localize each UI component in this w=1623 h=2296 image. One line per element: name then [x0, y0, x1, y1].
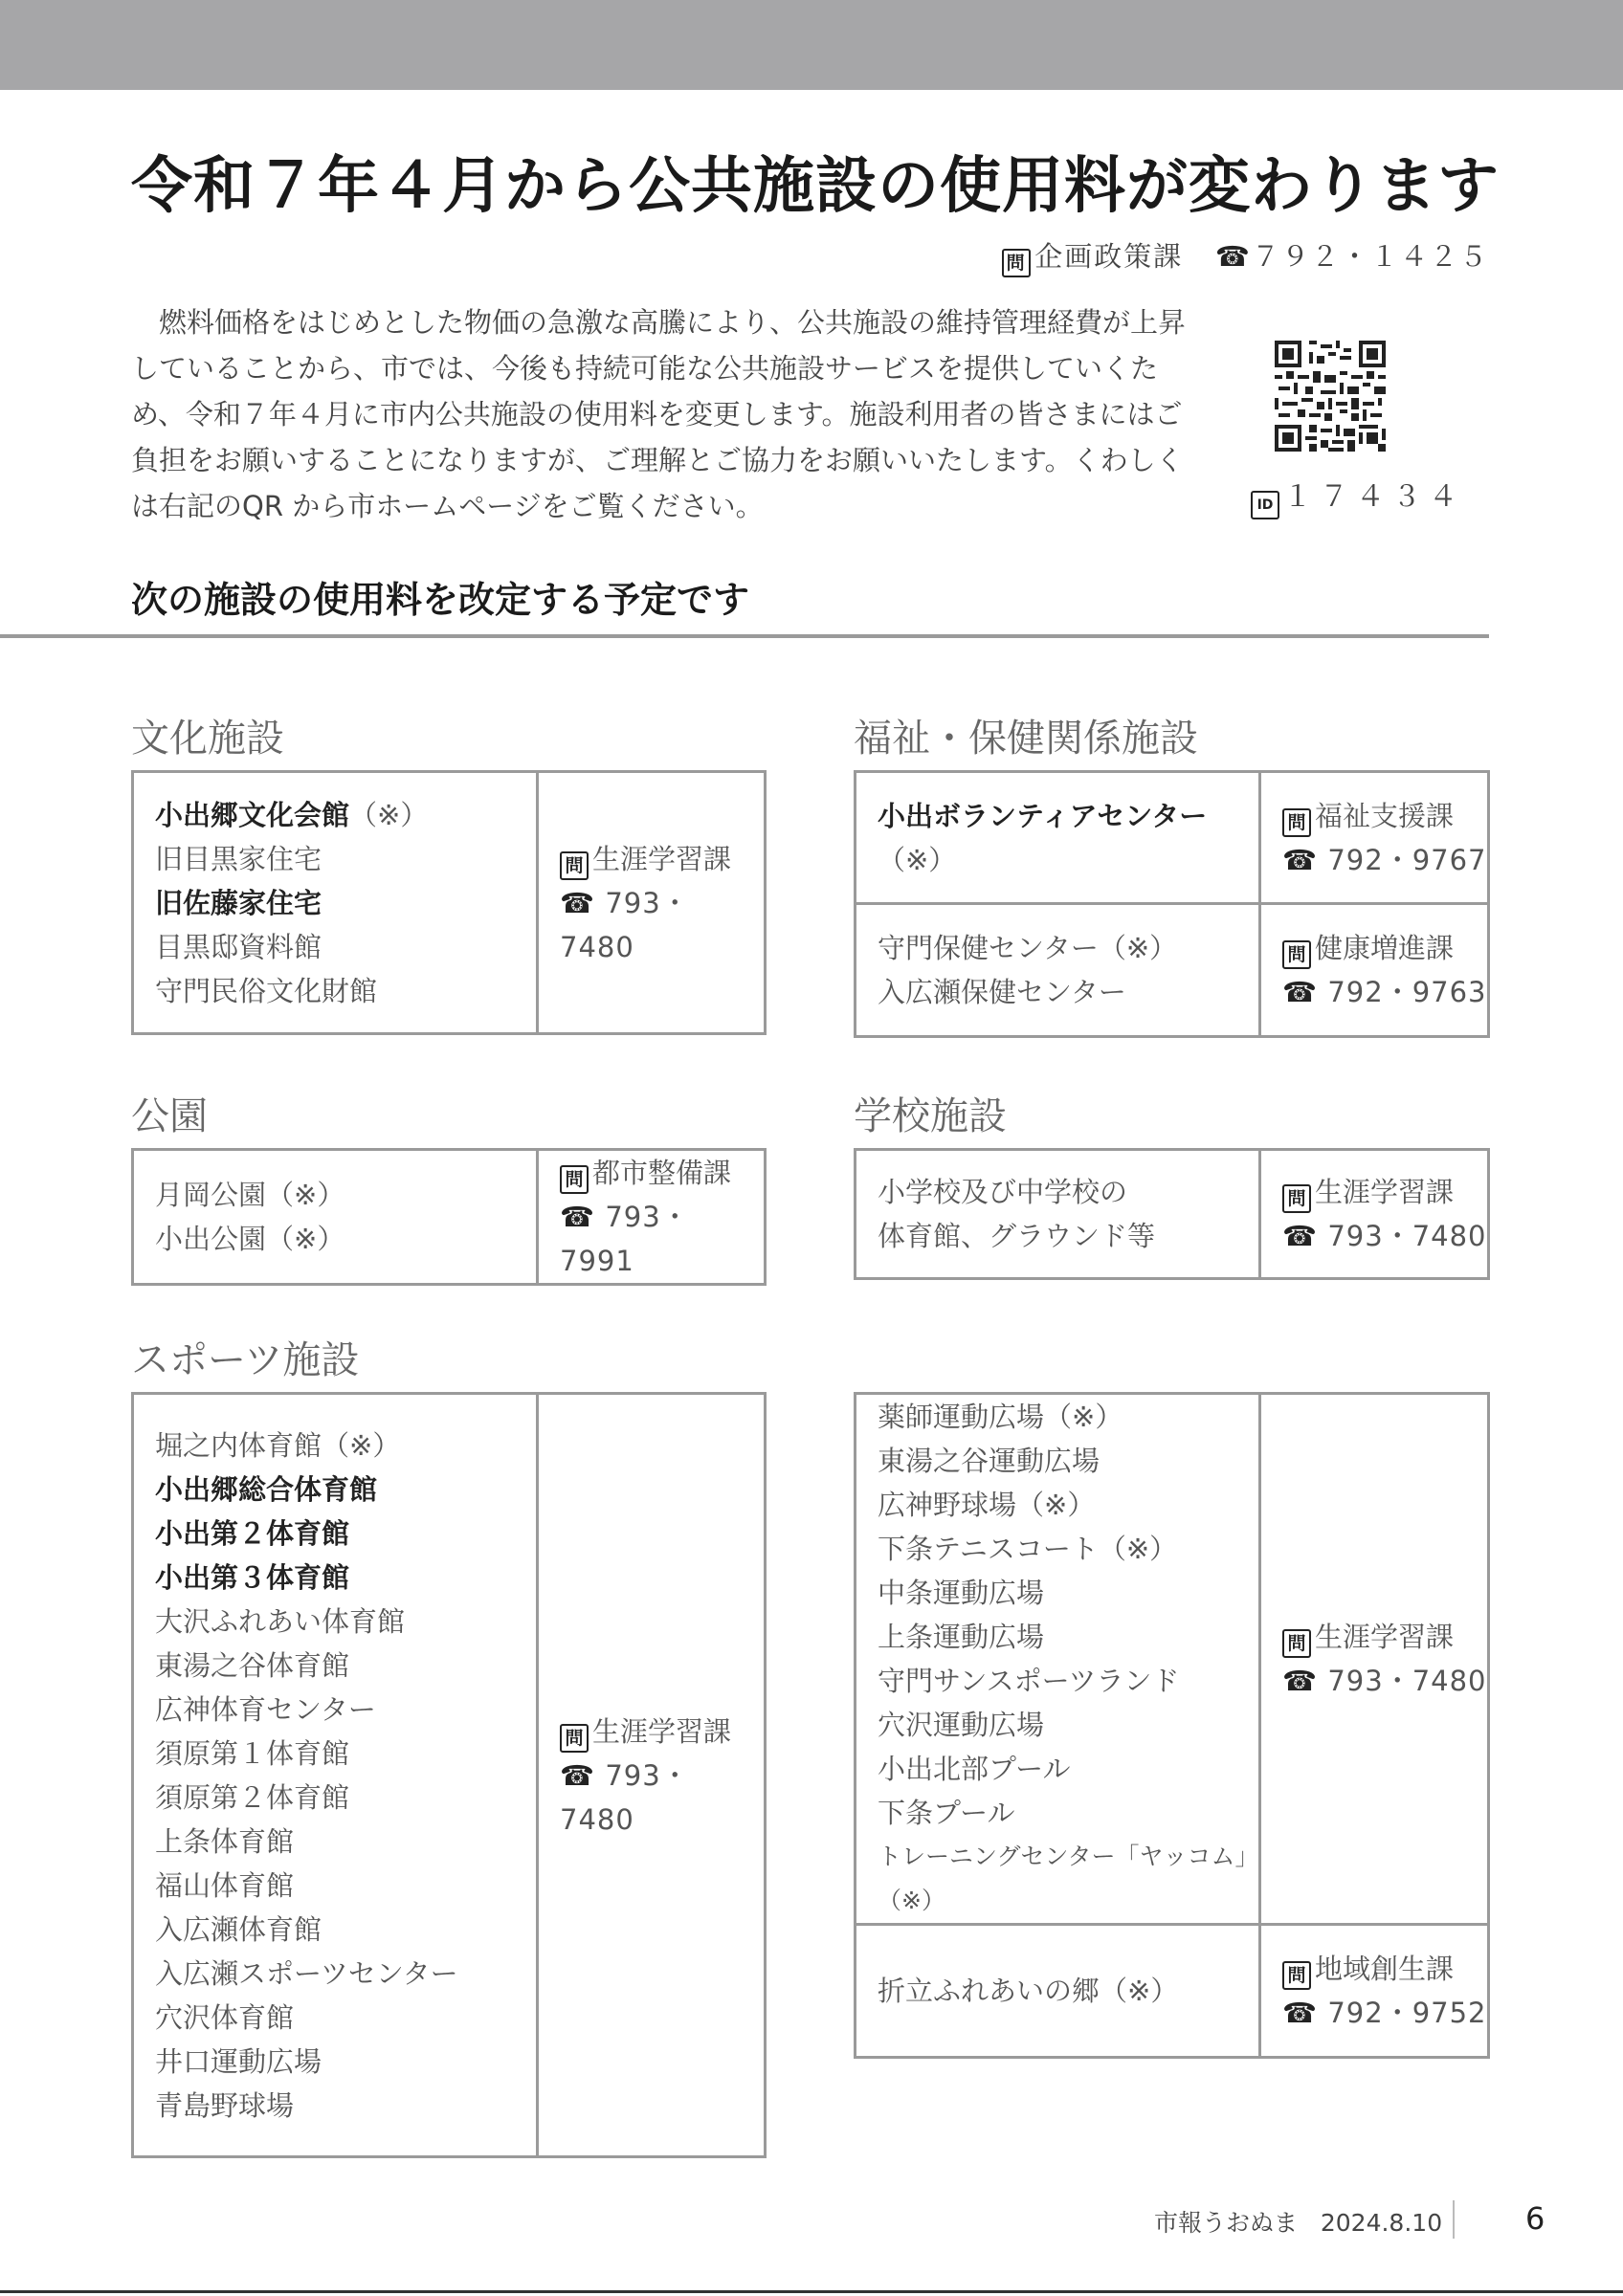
facility-row: [133, 1394, 766, 2157]
facility-names-cell: [856, 772, 1260, 904]
phone-icon: ☎: [1282, 1665, 1319, 1697]
facility-name-text: 広神野球場: [878, 1489, 1017, 1521]
facility-names-cell: [856, 1150, 1260, 1279]
facility-name-text: 下条プール: [878, 1797, 1015, 1829]
facility-name-text: 入広瀬体育館: [155, 1912, 322, 1946]
sports-table-2: [854, 1392, 1490, 2059]
facility-name: [878, 1791, 1258, 1835]
facility-names-cell: [133, 1150, 538, 1285]
facility-name: [878, 1571, 1258, 1615]
facility-name-text: 入広瀬スポーツセンター: [155, 1956, 458, 1990]
contact-tel: 792・9752: [1327, 1997, 1487, 2029]
contact-cell: [1260, 904, 1489, 1037]
facility-note: （※）: [322, 1428, 401, 1462]
contact-cell: [1260, 1394, 1489, 1925]
facility-row: [856, 1150, 1489, 1279]
inquiry-icon: 問: [560, 851, 589, 880]
facility-names-cell: [856, 1394, 1260, 1925]
welfare-table: [854, 770, 1490, 1038]
contact-tel: 792・9763: [1327, 976, 1487, 1008]
facility-name: [155, 1600, 536, 1644]
facility-name-text: 旧佐藤家住宅: [155, 886, 322, 919]
facility-name: [878, 1615, 1258, 1659]
facility-name: [155, 1173, 536, 1217]
phone-icon: ☎: [1282, 1997, 1319, 2029]
facility-name: [878, 1214, 1258, 1258]
contact-dept: 地域創生課: [1315, 1953, 1455, 1985]
contact-tel: 793・7991: [560, 1201, 690, 1277]
contact-cell: [538, 1150, 766, 1285]
facility-name-text: 大沢ふれあい体育館: [155, 1604, 406, 1638]
bottom-border: [0, 2290, 1623, 2293]
facility-name-text: 穴沢運動広場: [878, 1709, 1045, 1741]
facility-name: [155, 1468, 536, 1512]
qr-code-icon: [1275, 341, 1386, 452]
facility-names-cell: [856, 1925, 1260, 2058]
culture-table: [131, 770, 767, 1035]
facility-name-text: 井口運動広場: [155, 2044, 322, 2078]
facility-name: [878, 1439, 1258, 1483]
inquiry-icon: 問: [1002, 249, 1031, 277]
facility-name: [155, 1864, 536, 1908]
facility-name: [878, 926, 1258, 970]
facility-name-text: 小出公園: [155, 1223, 267, 1255]
intro-paragraph: 燃料価格をはじめとした物価の急激な高騰により、公共施設の維持管理経費が上昇していることから、市では、今後も持続可能な公共施設サービスを提供していくため、令和７年４月に市内公共施設の使用料を変更します。施設利用者の皆さまにはご負担をお願いすることになりますが、ご理解とご協力をお願いいたします。くわしくは右記のQR から市ホームページをご覧ください。: [131, 306, 1187, 522]
facility-name-text: 須原第１体育館: [155, 1736, 350, 1770]
contact-tel: 793・7480: [1327, 1220, 1487, 1252]
phone-icon: ☎: [560, 886, 596, 919]
top-contact: [1002, 235, 1489, 277]
facility-row: [856, 1925, 1489, 2058]
facility-name: [155, 1820, 536, 1864]
facility-name-text: 上条運動広場: [878, 1621, 1045, 1653]
facility-note: （※）: [266, 1223, 345, 1255]
facility-name: [155, 1512, 536, 1556]
facility-name: [878, 794, 1258, 882]
contact-dept: 健康増進課: [1315, 932, 1455, 964]
facility-row: [856, 772, 1489, 904]
facility-names-cell: [133, 772, 538, 1034]
contact-tel: 793・7480: [560, 1758, 690, 1836]
facility-name-text: 小学校及び中学校の: [878, 1176, 1128, 1208]
facility-name-text: 旧目黒家住宅: [155, 842, 322, 875]
facility-note: （※）: [349, 798, 429, 831]
facility-name-text: 小出北部プール: [878, 1753, 1071, 1785]
facility-row: [133, 772, 766, 1034]
qr-id-number: １７４３４: [1283, 480, 1465, 514]
divider: [0, 634, 1489, 638]
contact-cell: [538, 772, 766, 1034]
facility-row: [856, 1394, 1489, 1925]
contact-dept: 生涯学習課: [1315, 1176, 1455, 1208]
contact-dept: 都市整備課: [592, 1157, 732, 1189]
facility-name-text: 小出第３体育館: [155, 1560, 350, 1594]
section-subheading: 次の施設の使用料を改定する予定です: [131, 579, 750, 621]
park-table: [131, 1148, 767, 1286]
facility-name-text: 上条体育館: [155, 1824, 295, 1858]
facility-name-text: 中条運動広場: [878, 1577, 1045, 1609]
facility-name: [155, 1217, 536, 1261]
facility-name: [155, 1952, 536, 1996]
facility-name-text: 守門保健センター: [878, 932, 1099, 964]
culture-heading: 文化施設: [131, 717, 284, 761]
inquiry-icon: 問: [560, 1724, 589, 1753]
inquiry-icon: 問: [1282, 1184, 1311, 1213]
inquiry-icon: 問: [1282, 1961, 1311, 1990]
facility-note: （※）: [1100, 1975, 1179, 2007]
facility-name-text: 穴沢体育館: [155, 2000, 295, 2034]
facility-row: [133, 1150, 766, 1285]
facility-name: [155, 1556, 536, 1600]
facility-name: [155, 793, 536, 837]
inquiry-icon: 問: [1282, 1629, 1311, 1658]
facility-name-text: 守門民俗文化財館: [155, 974, 378, 1007]
facility-name-text: 青島野球場: [155, 2088, 295, 2122]
contact-dept: 生涯学習課: [592, 842, 732, 875]
facility-name-text: 東湯之谷体育館: [155, 1648, 350, 1682]
park-heading: 公園: [131, 1094, 208, 1138]
school-table: [854, 1148, 1490, 1280]
facility-name: [155, 969, 536, 1013]
header-band: [0, 0, 1623, 90]
facility-name-text: 月岡公園: [155, 1179, 267, 1211]
facility-name: [878, 1969, 1258, 2013]
facility-name: [155, 1644, 536, 1688]
facility-name: [878, 1659, 1258, 1703]
contact-dept: 福祉支援課: [1315, 799, 1455, 832]
facility-name-text: 堀之内体育館: [155, 1428, 322, 1462]
publication-date: 2024.8.10: [1320, 2209, 1443, 2237]
facility-note: （※）: [1098, 932, 1178, 964]
id-icon: ID: [1251, 491, 1279, 519]
facility-name: [878, 1483, 1258, 1527]
phone-icon: ☎: [1282, 976, 1319, 1008]
facility-name-text: 体育館、グラウンド等: [878, 1220, 1156, 1252]
facility-name: [155, 2040, 536, 2084]
facility-row: [856, 904, 1489, 1037]
facility-name: [878, 1395, 1258, 1439]
facility-note: （※）: [1016, 1489, 1096, 1521]
facility-name: [878, 1747, 1258, 1791]
top-contact-tel: ７９２・１４２５: [1251, 240, 1489, 273]
facility-name-text: 守門サンスポーツランド: [878, 1665, 1180, 1697]
sports-table: [131, 1392, 767, 2158]
phone-icon: ☎: [1282, 843, 1319, 876]
contact-cell: [538, 1394, 766, 2157]
facility-name-text: 目黒邸資料館: [155, 930, 322, 963]
facility-name-text: 東湯之谷運動広場: [878, 1445, 1101, 1477]
contact-tel: 792・9767: [1327, 843, 1487, 876]
page-number: 6: [1525, 2200, 1545, 2237]
inquiry-icon: 問: [1282, 808, 1311, 837]
facility-names-cell: [856, 904, 1260, 1037]
contact-tel: 793・7480: [1327, 1665, 1487, 1697]
phone-icon: ☎: [1214, 240, 1252, 273]
facility-name-text: 小出第２体育館: [155, 1516, 350, 1550]
facility-note: （※）: [1098, 1533, 1178, 1565]
facility-name: [155, 1996, 536, 2040]
facility-name: [878, 970, 1258, 1014]
facility-name: [155, 1732, 536, 1776]
facility-name: [155, 837, 536, 881]
contact-tel: 793・7480: [560, 886, 690, 963]
contact-dept: 生涯学習課: [592, 1714, 732, 1748]
facility-name-text: 須原第２体育館: [155, 1780, 350, 1814]
contact-cell: [1260, 772, 1489, 904]
facility-name: [878, 1703, 1258, 1747]
school-heading: 学校施設: [854, 1094, 1007, 1138]
facility-name: [878, 1527, 1258, 1571]
inquiry-icon: 問: [1282, 940, 1311, 969]
facility-name-text: 小出ボランティアセンター: [878, 799, 1208, 832]
facility-name: [155, 925, 536, 969]
top-contact-dept: 企画政策課: [1034, 240, 1184, 273]
inquiry-icon: 問: [560, 1165, 589, 1194]
contact-cell: [1260, 1925, 1489, 2058]
contact-cell: [1260, 1150, 1489, 1279]
facility-name-text: 小出郷総合体育館: [155, 1472, 378, 1506]
facility-name: [155, 881, 536, 925]
facility-name-text: 下条テニスコート: [878, 1533, 1099, 1565]
facility-name: [878, 1835, 1258, 1923]
publication-name: 市報うおぬま: [1154, 2209, 1299, 2237]
facility-name: [155, 1776, 536, 1820]
sports-heading: スポーツ施設: [131, 1338, 360, 1382]
facility-name-text: 福山体育館: [155, 1868, 295, 1902]
footer-separator: [1453, 2200, 1455, 2239]
phone-icon: ☎: [1282, 1220, 1319, 1252]
facility-name-text: 薬師運動広場: [878, 1401, 1045, 1433]
facility-note: （※）: [1044, 1401, 1123, 1433]
facility-name-text: 広神体育センター: [155, 1692, 376, 1726]
facility-name: [155, 1688, 536, 1732]
facility-name-text: 小出郷文化会館: [155, 798, 350, 831]
contact-dept: 生涯学習課: [1315, 1621, 1455, 1653]
facility-name-text: 入広瀬保健センター: [878, 976, 1126, 1008]
facility-note: （※）: [266, 1179, 345, 1211]
welfare-heading: 福祉・保健関係施設: [854, 717, 1198, 761]
facility-name: [155, 1424, 536, 1468]
page-title: 令和７年４月から公共施設の使用料が変わります: [131, 151, 1500, 222]
facility-name-text: 折立ふれあいの郷: [878, 1975, 1101, 2007]
facility-note: （※）: [878, 843, 957, 876]
phone-icon: ☎: [560, 1201, 596, 1233]
facility-name-text: トレーニングセンター「ヤッコム」（※）: [878, 1843, 1248, 1914]
facility-name: [878, 1170, 1258, 1214]
qr-id: [1251, 473, 1465, 519]
footer-publication: [1154, 2204, 1442, 2239]
phone-icon: ☎: [560, 1758, 596, 1792]
facility-names-cell: [133, 1394, 538, 2157]
facility-name: [155, 1908, 536, 1952]
facility-name: [155, 2084, 536, 2128]
